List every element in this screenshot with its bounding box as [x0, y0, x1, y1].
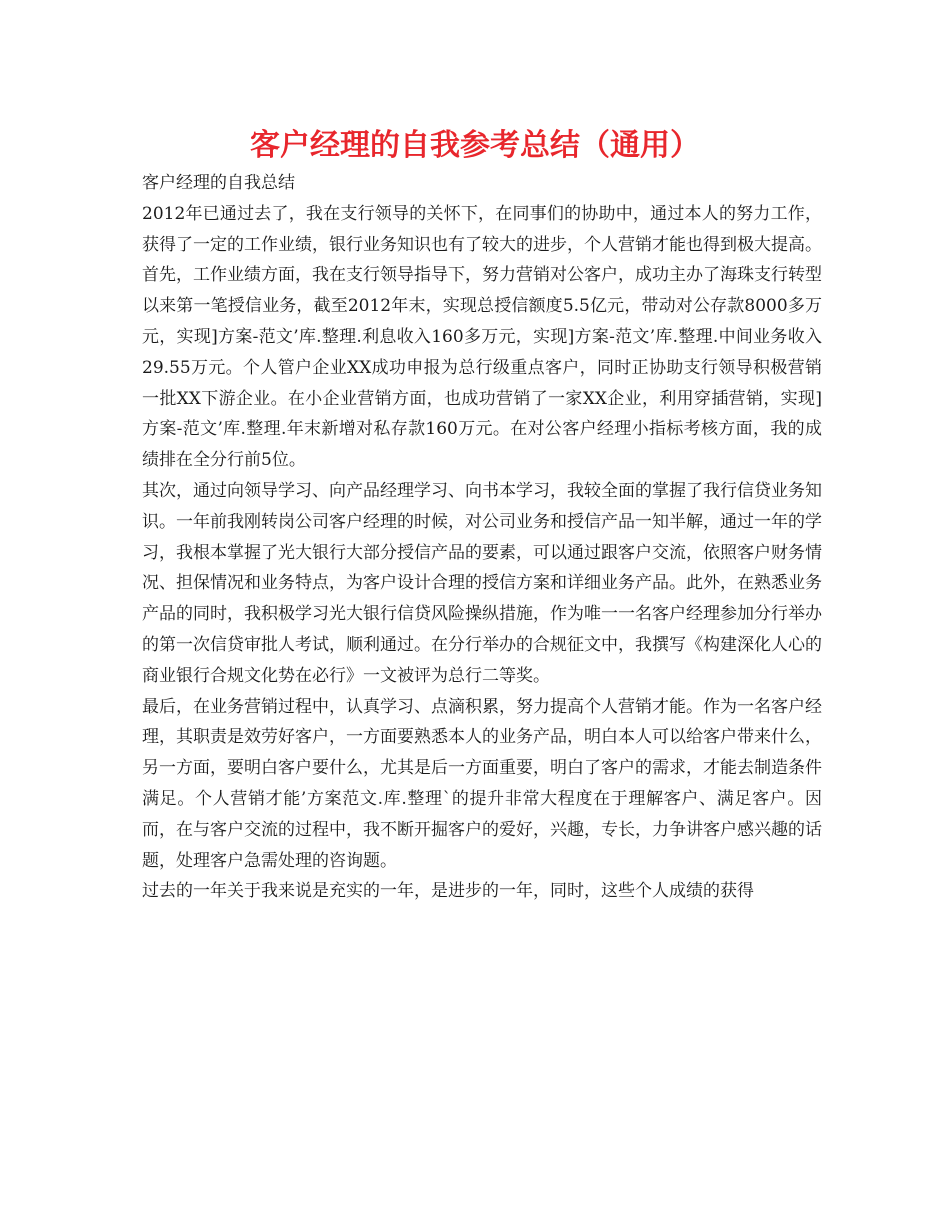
intro-paragraph: 2012年已通过去了，我在支行领导的关怀下，在同事们的协助中，通过本人的努力工作，获得了一定的工作业绩，银行业务知识也有了较大的进步，个人营销才能也得到极大提高。	[142, 203, 822, 255]
marketing-paragraph: 最后，在业务营销过程中，认真学习、点滴积累，努力提高个人营销才能。作为一名客户经理，其职责是效劳好客户，一方面要熟悉本人的业务产品，明白本人可以给客户带来什么，另一方面，要明白客户要什么，尤其是后一方面重要，明白了客户的需求，才能去制造条件满足。个人营销才能’方案范文.库.整理`的提升非常大程度在于理解客户、满足客户。因而，在与客户交流的过程中，我不断开掘客户的爱好，兴趣，专长，力争讲客户感兴趣的话题，处理客户急需处理的咨询题。	[142, 696, 822, 871]
document-title: 客户经理的自我参考总结（通用）	[250, 128, 700, 163]
closing-paragraph: 过去的一年关于我来说是充实的一年，是进步的一年，同时，这些个人成绩的获得	[142, 881, 754, 902]
subtitle-paragraph: 客户经理的自我总结	[142, 173, 295, 193]
learning-paragraph: 其次，通过向领导学习、向产品经理学习、向书本学习，我较全面的掌握了我行信贷业务知识。一年前我刚转岗公司客户经理的时候，对公司业务和授信产品一知半解，通过一年的学习，我根本掌握了光大银行大部分授信产品的要素，可以通过跟客户交流，依照客户财务情况、担保情况和业务特点，为客户设计合理的授信方案和详细业务产品。此外，在熟悉业务产品的同时，我积极学习光大银行信贷风险操纵措施，作为唯一一名客户经理参加分行举办的第一次信贷审批人考试，顺利通过。在分行举办的合规征文中，我撰写《构建深化人心的商业银行合规文化势在必行》一文被评为总行二等奖。	[142, 480, 822, 686]
document-body	[142, 168, 822, 907]
performance-paragraph: 首先，工作业绩方面，我在支行领导指导下，努力营销对公客户，成功主办了海珠支行转型以来第一笔授信业务，截至2012年末，实现总授信额度5.5亿元，带动对公存款8000多万元，实现]方案-范文’库.整理.利息收入160多万元，实现]方案-范文’库.整理.中间业务收入29.55万元。个人管户企业XX成功申报为总行级重点客户，同时正协助支行领导积极营销一批XX下游企业。在小企业营销方面，也成功营销了一家XX企业，利用穿插营销，实现]方案-范文’库.整理.年末新增对私存款160万元。在对公客户经理小指标考核方面，我的成绩排在全分行前5位。	[142, 265, 822, 471]
